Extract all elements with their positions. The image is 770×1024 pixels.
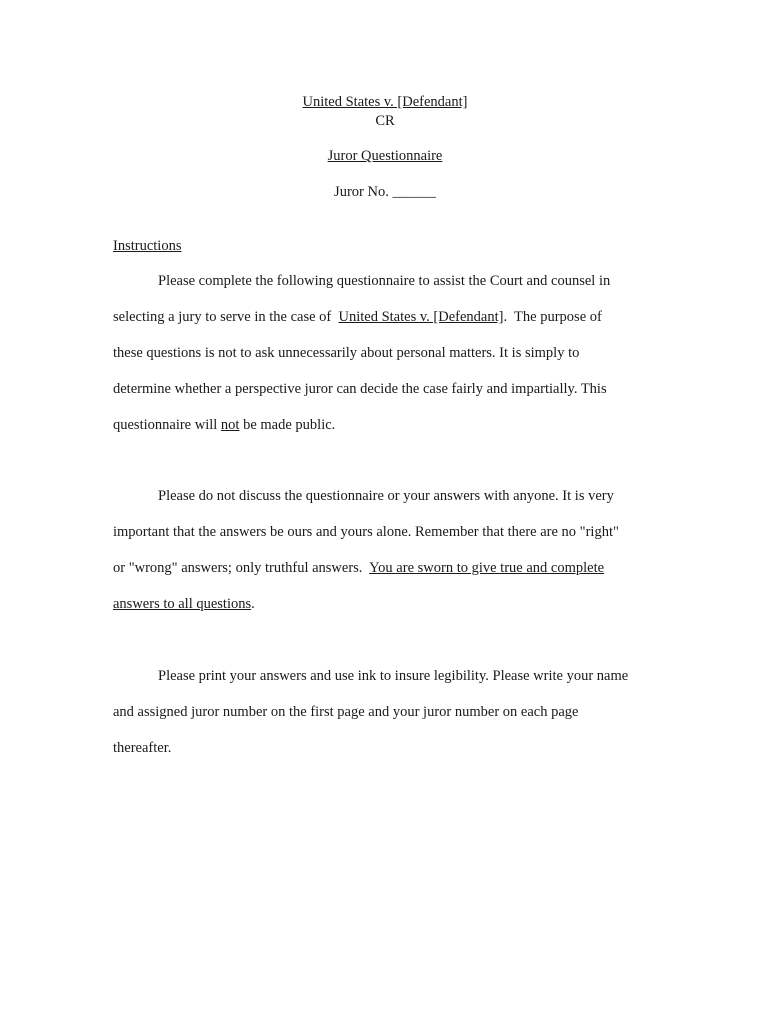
p1-line-2-pre: selecting a jury to serve in the case of — [113, 309, 339, 325]
document-title: Juror Questionnaire — [327, 148, 443, 164]
p2-line-1: Please do not discuss the questionnaire or your answers with anyone. It is very — [158, 488, 614, 504]
p1-line-2 — [113, 309, 602, 326]
p2-line-3-pre: or "wrong" answers; only truthful answers. — [113, 560, 370, 576]
p1-line-4: determine whether a perspective juror can decide the case fairly and impartially. This — [113, 381, 607, 397]
p2-sworn-statement: You are sworn to give true and complete — [369, 560, 605, 576]
p3-line-3: thereafter. — [113, 740, 172, 756]
p1-line-3: these questions is not to ask unnecessarily about personal matters. It is simply to — [113, 345, 580, 361]
p1-line-5 — [113, 417, 335, 434]
p2-line-3 — [113, 560, 604, 577]
p2-line-2: important that the answers be ours and yours alone. Remember that there are no "right" — [113, 524, 619, 540]
instructions-heading: Instructions — [113, 238, 182, 254]
p1-line-1: Please complete the following questionnaire to assist the Court and counsel in — [158, 273, 611, 289]
p2-line-4 — [113, 596, 255, 613]
juror-number: Juror No. ______ — [334, 184, 436, 200]
p1-case-name: United States v. [Defendant] — [338, 309, 504, 325]
p1-line-2-post: . The purpose of — [503, 309, 602, 325]
p2-line-4-post: . — [251, 596, 255, 612]
p1-line-5-post: be made public. — [239, 417, 336, 433]
p1-line-5-pre: questionnaire will — [113, 417, 221, 433]
p3-line-1: Please print your answers and use ink to insure legibility. Please write your name — [158, 668, 629, 684]
p1-not-emphasis: not — [220, 417, 240, 433]
p3-line-2: and assigned juror number on the first page and your juror number on each page — [113, 704, 579, 720]
case-number: CR — [375, 113, 395, 129]
case-title: United States v. [Defendant] — [302, 94, 468, 110]
p2-sworn-statement-end: answers to all questions — [113, 596, 252, 612]
